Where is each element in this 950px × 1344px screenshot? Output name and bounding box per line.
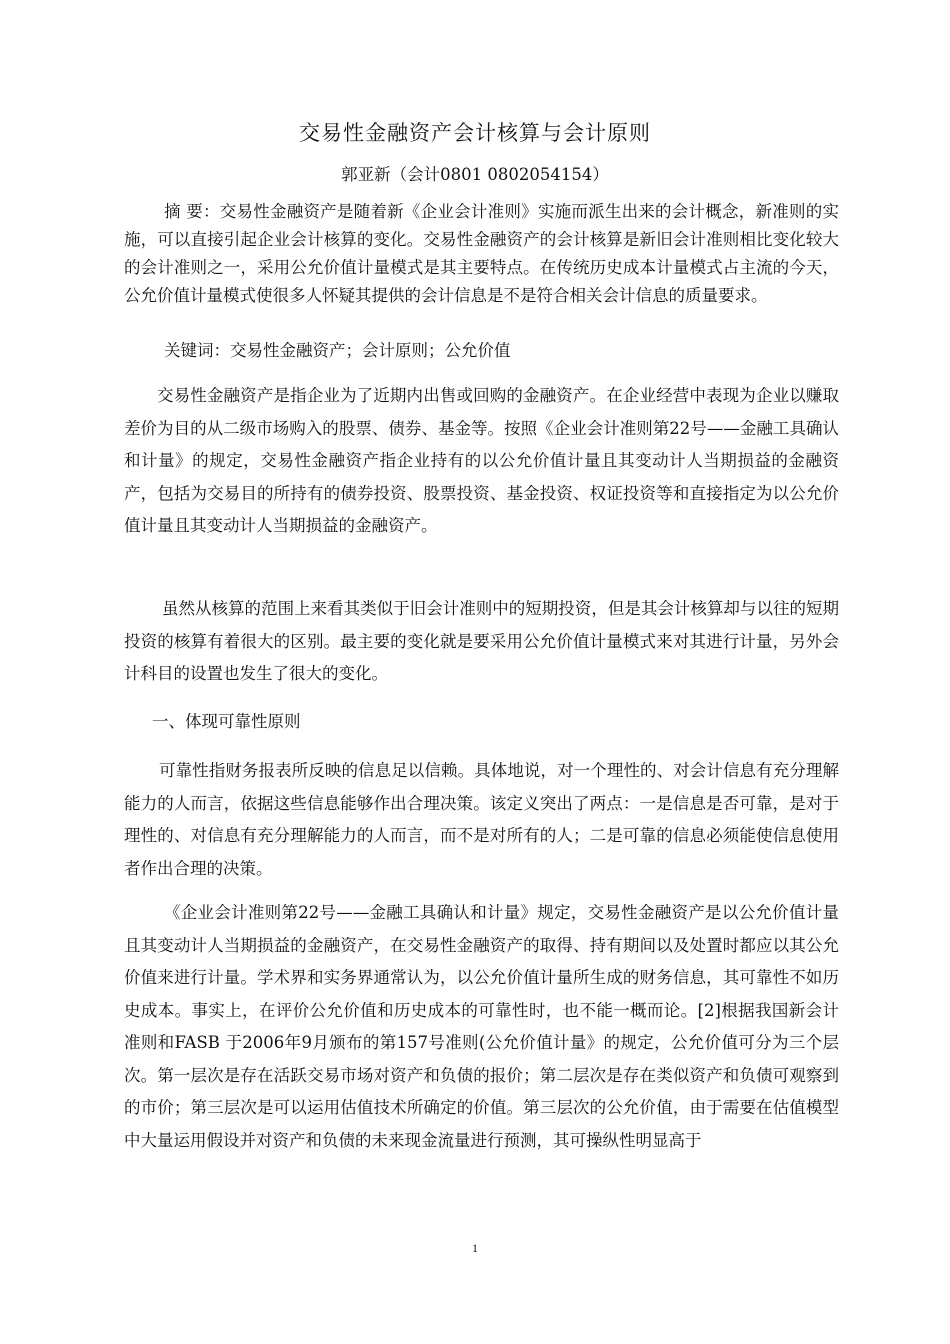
section-paragraph: 《企业会计准则第22号——金融工具确认和计量》规定，交易性金融资产是以公允价值计量且其变动计人当期损益的金融资产，在交易性金融资产的取得、持有期间以及处置时都应以其公允价值来进行计量。学术界和实务界通常认为，以公允价值计量所生成的财务信息，其可靠性不如历史成本。事实上，在评价公允价值和历史成本的可靠性时，也不能一概而论。[2]根据我国新会计准则和FASB 于2006年9月颁布的第157号准则(公允价值计量》的规定，公允价值可分为三个层次。第一层次是存在活跃交易市场对资产和负债的报价；第二层次是存在类似资产和负债可观察到的市价；第三层次是可以运用估值技术所确定的价值。第三层次的公允价值，由于需要在估值模型中大量运用假设并对资产和负债的未来现金流量进行预测，其可操纵性明显高于 <box>124 903 839 1150</box>
section-heading: 一、体现可靠性原则 <box>152 712 301 731</box>
body-paragraph: 交易性金融资产是指企业为了近期内出售或回购的金融资产。在企业经营中表现为企业以赚取差价为目的从二级市场购入的股票、债券、基金等。按照《企业会计准则第22号——金融工具确认和计量》的规定，交易性金融资产指企业持有的以公允价值计量且其变动计人当期损益的金融资产，包括为交易目的所持有的债券投资、股票投资、基金投资、权证投资等和直接指定为以公允价值计量且其变动计人当期损益的金融资产。 <box>124 386 839 535</box>
keywords-line: 关键词：交易性金融资产；会计原则；公允价值 <box>164 341 511 360</box>
document-title: 交易性金融资产会计核算与会计原则 <box>299 121 651 145</box>
author-line: 郭亚新（会计0801 0802054154） <box>341 165 609 184</box>
body-paragraph: 虽然从核算的范围上来看其类似于旧会计准则中的短期投资，但是其会计核算却与以往的短期投资的核算有着很大的区别。最主要的变化就是要采用公允价值计量模式来对其进行计量，另外会计科目的设置也发生了很大的变化。 <box>124 599 839 683</box>
abstract-paragraph: 摘 要：交易性金融资产是随着新《企业会计准则》实施而派生出来的会计概念，新准则的实施，可以直接引起企业会计核算的变化。交易性金融资产的会计核算是新旧会计准则相比变化较大的会计准则之一，采用公允价值计量模式是其主要特点。在传统历史成本计量模式占主流的今天，公允价值计量模式使很多人怀疑其提供的会计信息是不是符合相关会计信息的质量要求。 <box>124 202 839 305</box>
page-number: 1 <box>472 1241 478 1255</box>
section-paragraph: 可靠性指财务报表所反映的信息足以信赖。具体地说，对一个理性的、对会计信息有充分理解能力的人而言，依据这些信息能够作出合理决策。该定义突出了两点：一是信息是否可靠，是对于理性的、对信息有充分理解能力的人而言，而不是对所有的人；二是可靠的信息必须能使信息使用者作出合理的决策。 <box>124 761 839 878</box>
